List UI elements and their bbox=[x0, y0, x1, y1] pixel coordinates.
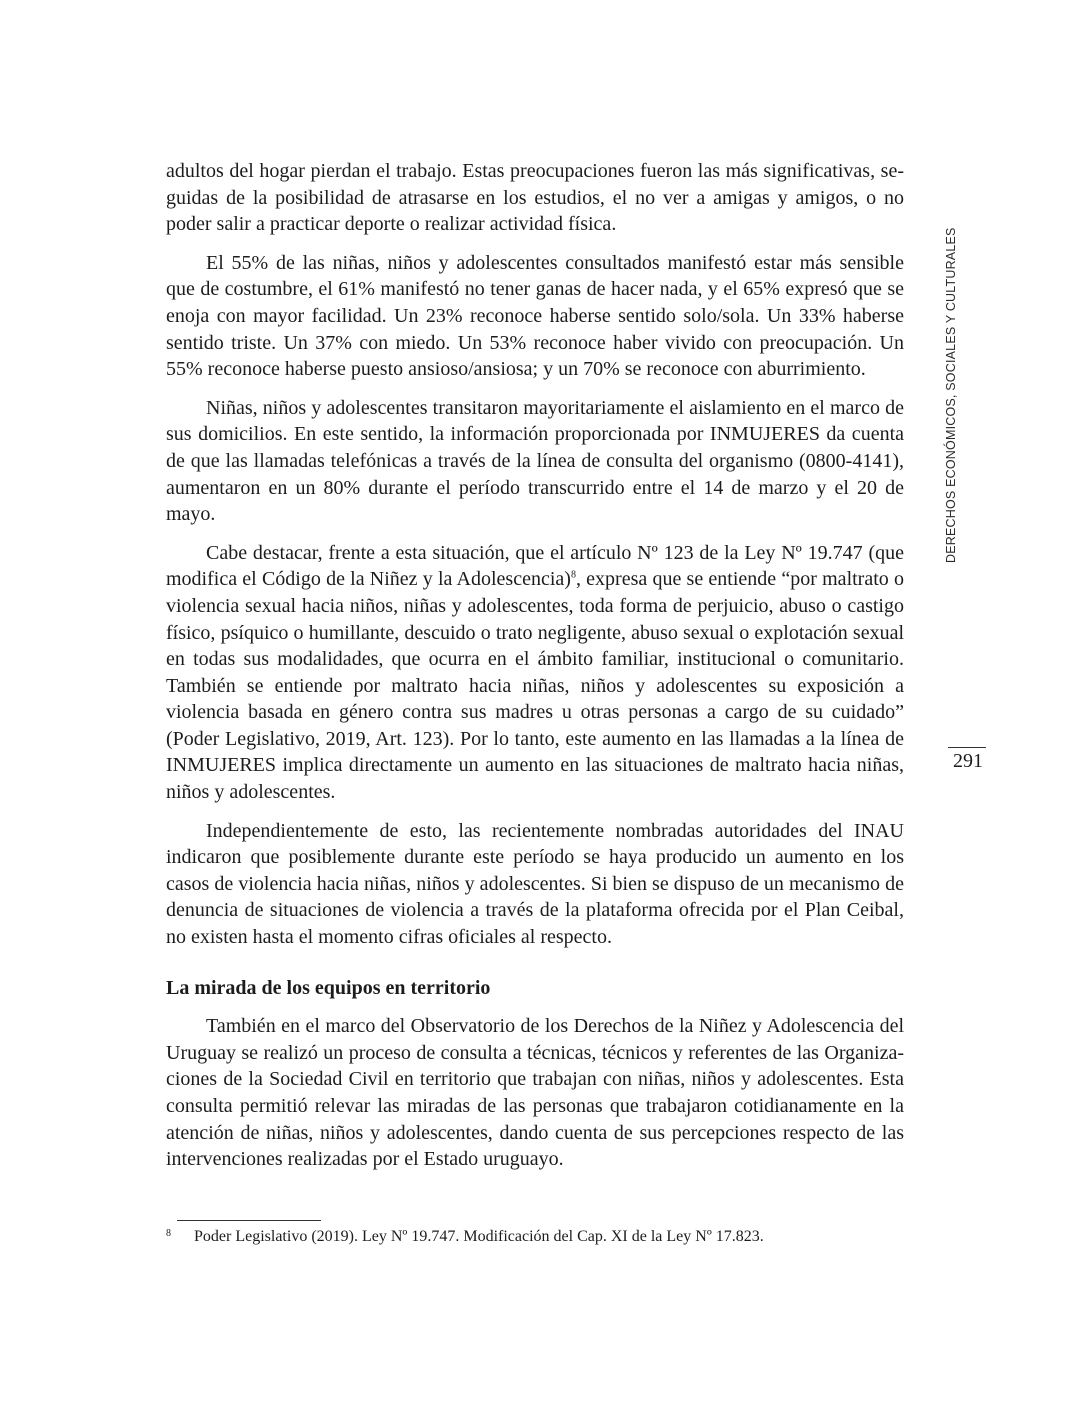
body-text bbox=[166, 158, 904, 1185]
footnote-mark: 8 bbox=[166, 1228, 171, 1239]
footnote-text: Poder Legislativo (2019). Ley Nº 19.747. Modificación del Cap. XI de la Ley Nº 17.823. bbox=[194, 1228, 764, 1245]
paragraph-3: Niñas, niños y adolescentes transitaron mayoritariamente el aislamiento en el marco de sus domicilios. En este sentido, la información proporcionada por INMUJERES da cuenta de que las llamadas telefónicas a través de la línea de consulta del organismo (0800-4141), aumentaron en un 80% durante el período transcurrido entre el 14 de marzo y el 20 de mayo. bbox=[166, 396, 904, 526]
paragraph-4-text-start: Cabe destacar, frente a esta situación, que el artículo Nº 123 de la Ley Nº 19.747 (que modifica el Código de la Niñez y la Adolescencia) bbox=[166, 541, 904, 591]
paragraph-4-text-end: , expresa que se entiende “por maltrato o violencia sexual hacia niños, niñas y adolescentes, toda forma de perjuicio, abuso o castigo físico, psíquico o humillante, descuido o trato negligente, abuso sexual o explotación sexual en todas sus modalidades, que ocurra en el ámbito familiar, institucional o comunitario. También se entiende por maltrato hacia niñas, niños y adolescentes su exposición a violencia basada en género contra sus madres u otras personas a cargo de su cuidado” (Poder Legislativo, 2019, Art. 123). Por lo tanto, este aumento en las llamadas a la línea de INMUJERES implica directamente un aumento en las situaciones de maltrato hacia niñas, niños y adolescentes. bbox=[166, 568, 904, 804]
paragraph-1: adultos del hogar pierdan el trabajo. Estas preocupaciones fueron las más significativas, seguidas de la posibilidad de atrasarse en los estudios, el no ver a amigas y amigos, o no poder salir a practicar deporte o realizar actividad física. bbox=[166, 160, 904, 236]
footnote bbox=[166, 1226, 906, 1248]
running-head: DERECHOS ECONÓMICOS, SOCIALES Y CULTURALES bbox=[944, 227, 958, 563]
footnote-reference[interactable]: 8 bbox=[570, 569, 576, 581]
footnote-separator bbox=[177, 1220, 321, 1221]
page-number-rule bbox=[948, 747, 986, 748]
paragraph-2: El 55% de las niñas, niños y adolescentes consultados manifestó estar más sensible que de costumbre, el 61% manifestó no tener ganas de hacer nada, y el 65% expresó que se enoja con mayor facilidad. Un 23% reconoce haberse sentido solo/sola. Un 33% haberse sentido triste. Un 37% con miedo. Un 53% reconoce haber vivido con preocupación. Un 55% reconoce haberse puesto ansioso/ansiosa; y un 70% se reconoce con aburrimiento. bbox=[166, 251, 904, 381]
paragraph-5: Independientemente de esto, las recientemente nombradas autoridades del INAU indicaron que posiblemente durante este período se haya producido un aumento en los casos de violencia hacia niñas, niños y adolescentes. Si bien se dispuso de un mecanismo de denuncia de situaciones de violencia a través de la plataforma ofrecida por el Plan Ceibal, no existen hasta el momento cifras oficiales al respecto. bbox=[166, 819, 904, 949]
section-heading: La mirada de los equipos en territorio bbox=[166, 976, 491, 999]
page-number: 291 bbox=[953, 750, 983, 772]
paragraph-4 bbox=[166, 540, 904, 806]
paragraph-6: También en el marco del Observatorio de los Derechos de la Niñez y Adolescencia del Uruguay se realizó un proceso de consulta a técnicas, técnicos y referentes de las Organizaciones de la Sociedad Civil en territorio que trabajan con niñas, niños y adolescentes. Esta consulta permitió relevar las miradas de las personas que trabajaron cotidianamente en la atención de niñas, niños y adolescentes, dando cuenta de sus percepciones respecto de las intervenciones realizadas por el Estado uruguayo. bbox=[166, 1015, 904, 1171]
